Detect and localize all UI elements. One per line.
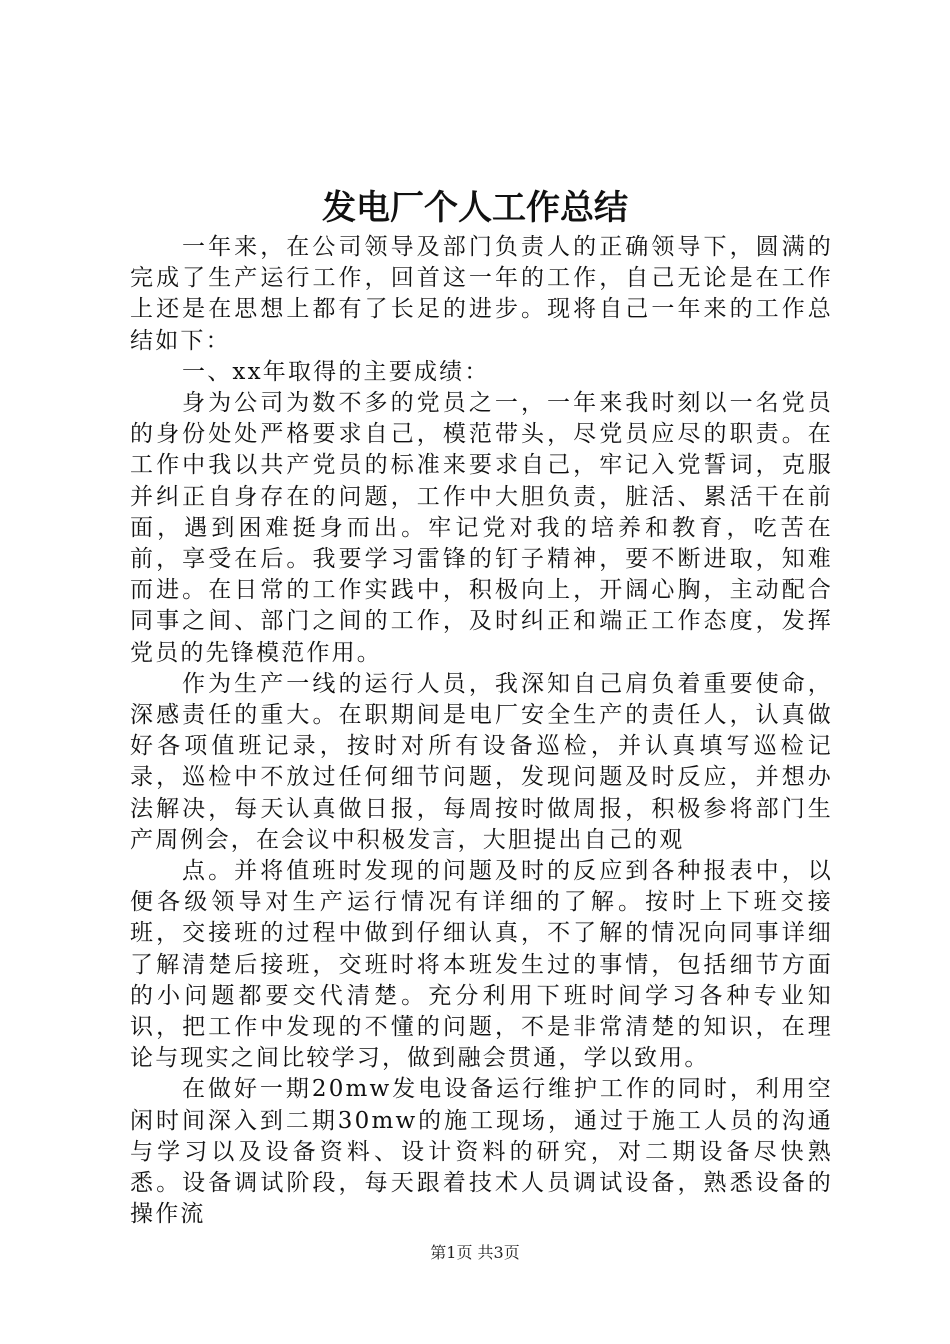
paragraph-intro: 一年来，在公司领导及部门负责人的正确领导下，圆满的完成了生产运行工作，回首这一年的工作，自己无论是在工作上还是在思想上都有了长足的进步。现将自己一年来的工作总结如下：	[130, 234, 833, 354]
paragraph-phase-two: 在做好一期20mw发电设备运行维护工作的同时，利用空闲时间深入到二期30mw的施工现场，通过于施工人员的沟通与学习以及设备资料、设计资料的研究，对二期设备尽快熟悉。设备调试阶段，每天跟着技术人员调试设备，熟悉设备的操作流	[130, 1076, 833, 1228]
document-body	[130, 232, 833, 1231]
page-number-footer: 第1页 共3页	[430, 1243, 520, 1262]
document-title: 发电厂个人工作总结	[322, 188, 628, 228]
paragraph-party-member: 身为公司为数不多的党员之一，一年来我时刻以一名党员的身份处处严格要求自己，模范带头，尽党员应尽的职责。在工作中我以共产党员的标准来要求自己，牢记入党誓词，克服并纠正自身存在的问题，工作中大胆负责，脏活、累活干在前面，遇到困难挺身而出。牢记党对我的培养和教育，吃苦在前，享受在后。我要学习雷锋的钉子精神，要不断进取，知难而进。在日常的工作实践中，积极向上，开阔心胸，主动配合同事之间、部门之间的工作，及时纠正和端正工作态度，发挥党员的先锋模范作用。	[130, 390, 833, 666]
paragraph-reporting: 点。并将值班时发现的问题及时的反应到各种报表中，以便各级领导对生产运行情况有详细的了解。按时上下班交接班，交接班的过程中做到仔细认真，不了解的情况向同事详细了解清楚后接班，交班时将本班发生过的事情，包括细节方面的小问题都要交代清楚。充分利用下班时间学习各种专业知识，把工作中发现的不懂的问题，不是非常清楚的知识，在理论与现实之间比较学习，做到融会贯通，学以致用。	[130, 858, 833, 1072]
section-heading-achievements: 一、xx年取得的主要成绩：	[182, 358, 490, 385]
paragraph-operations: 作为生产一线的运行人员，我深知自己肩负着重要使命，深感责任的重大。在职期间是电厂安全生产的责任人，认真做好各项值班记录，按时对所有设备巡检，并认真填写巡检记录，巡检中不放过任何细节问题，发现问题及时反应，并想办法解决，每天认真做日报，每周按时做周报，积极参将部门生产周例会，在会议中积极发言，大胆提出自己的观	[130, 670, 833, 853]
